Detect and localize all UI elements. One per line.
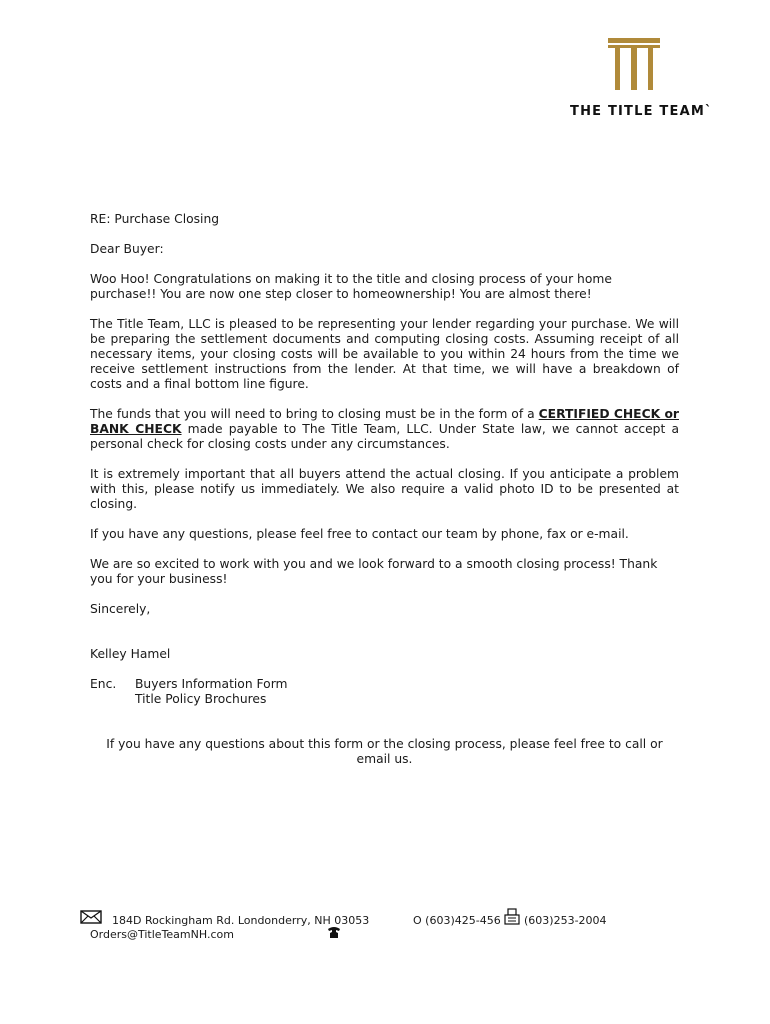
envelope-icon [80,910,102,924]
paragraph-congratulations: Woo Hoo! Congratulations on making it to the title and closing process of your home purchase!! You are now one step closer to homeownership! You are almost there! [90,272,612,301]
contact-note: If you have any questions about this form or the closing process, please feel free to call or email us. [106,737,663,766]
letter-closing: Sincerely, [90,602,151,616]
paragraph-attendance: It is extremely important that all buyers attend the actual closing. If you anticipate a problem with this, please notify us immediately. We also require a valid photo ID to be presented at closing. [90,467,679,511]
title-team-logo-icon [608,36,660,92]
office-address: 184D Rockingham Rd. Londonderry, NH 03053 [112,914,370,927]
certified-check-emphasis: CERTIFIED CHECK or BANK CHECK [90,407,679,436]
contact-email[interactable]: Orders@TitleTeamNH.com [90,928,234,941]
brand-name: THE TITLE TEAM` [570,104,713,119]
paragraph-representation: The Title Team, LLC is pleased to be representing your lender regarding your purchase. We will be preparing the settlement documents and computing closing costs. Assuming receipt of all necessary items, your closing costs will be available to you within 24 hours from the time we receive settlement instructions from the lender. At that time, we will have a breakdown of costs and a final bottom line figure. [90,317,679,391]
letter-subject: RE: Purchase Closing [90,212,220,226]
fax-icon [504,908,520,926]
company-logo [566,36,713,126]
secondary-phone[interactable]: (603)253-2004 [524,914,607,927]
enclosures [90,677,679,707]
enclosure-item: Buyers Information Form [135,677,288,691]
paragraph-questions: If you have any questions, please feel free to contact our team by phone, fax or e-mail. [90,527,629,541]
paragraph-thanks: We are so excited to work with you and we look forward to a smooth closing process! Thank you for your business! [90,557,658,586]
enclosures-label: Enc. [90,677,117,691]
telephone-icon [327,925,341,939]
signer-name: Kelley Hamel [90,647,171,661]
paragraph-funds: The funds that you will need to bring to closing must be in the form of a CERTIFIED CHECK or BANK CHECK made payable to The Title Team, LLC. Under State law, we cannot accept a personal check for closing costs under any circumstances. [90,407,679,451]
letter-footer [80,908,640,948]
letter-greeting: Dear Buyer: [90,242,164,256]
letter-body [90,212,679,782]
enclosure-item: Title Policy Brochures [135,692,267,706]
office-phone[interactable]: O (603)425-456 [413,914,501,927]
